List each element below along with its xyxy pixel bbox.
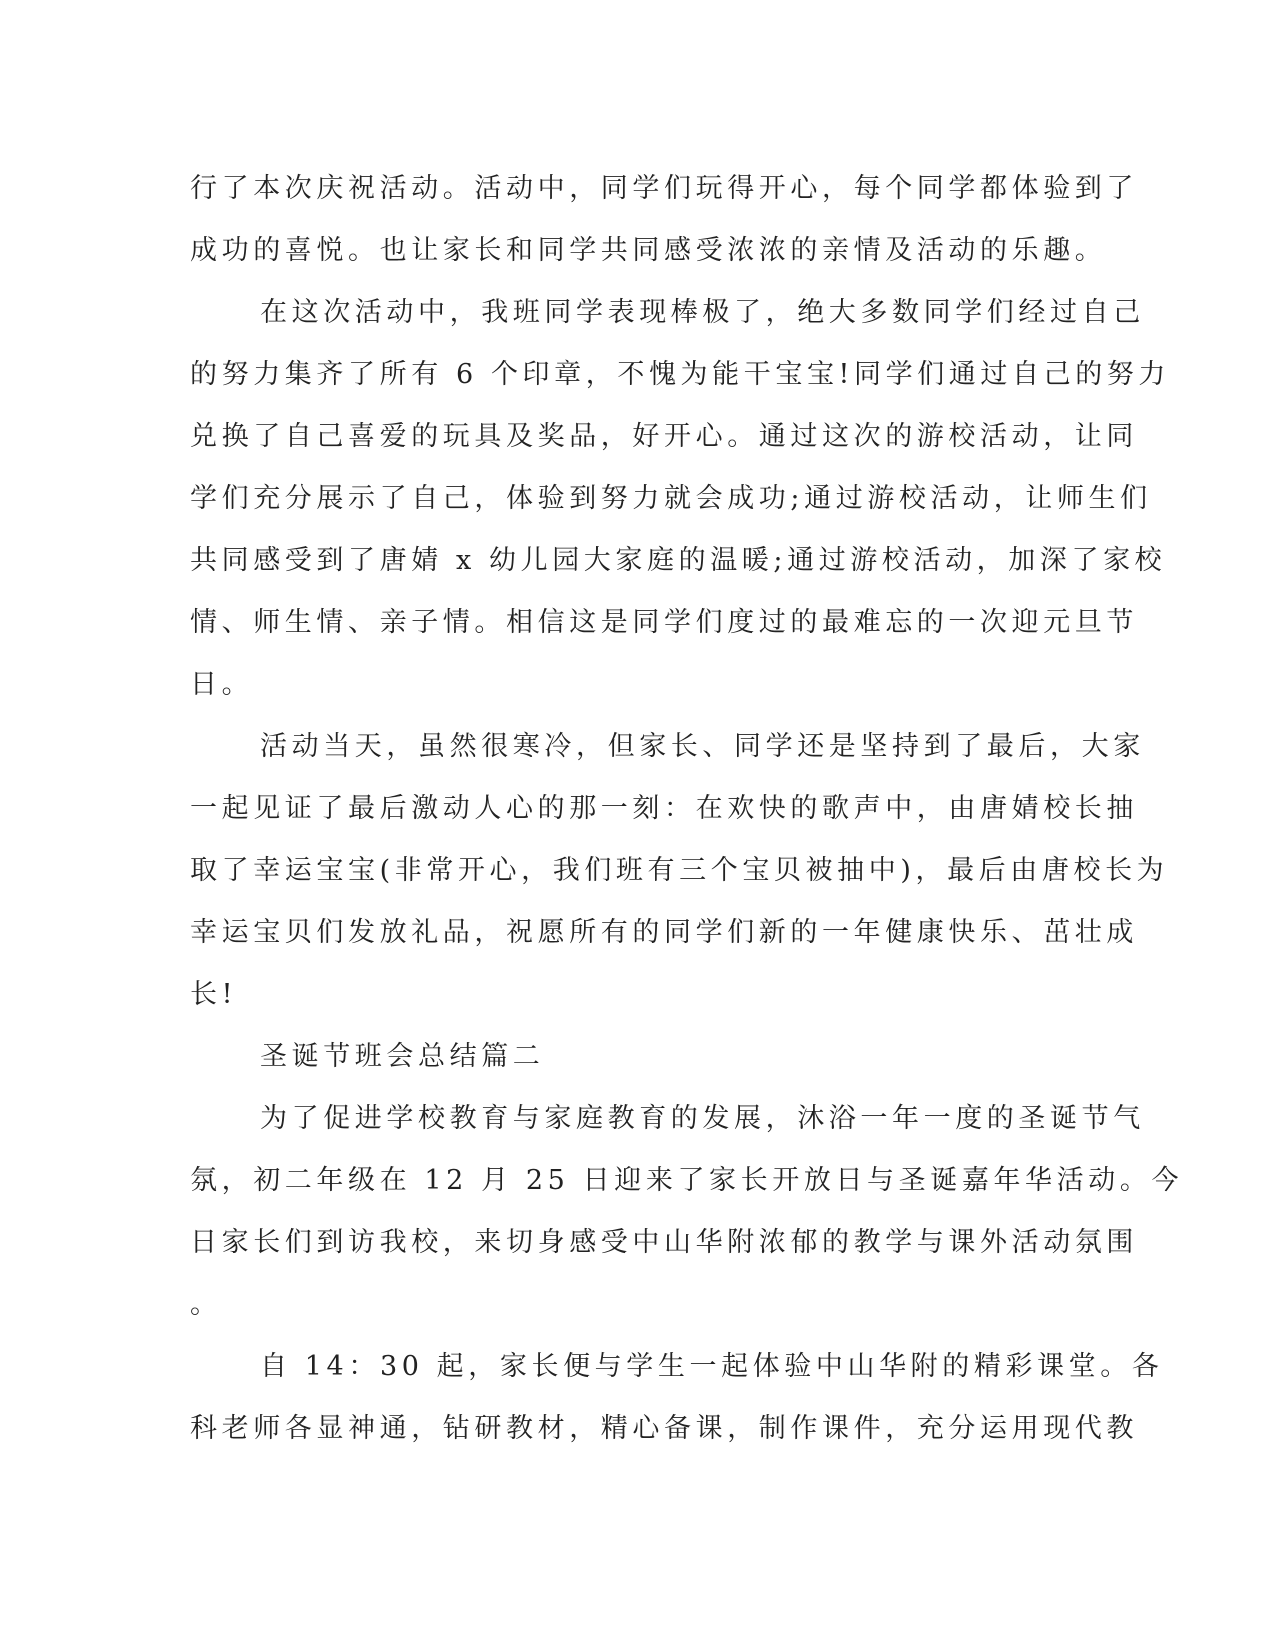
- paragraph-start-line: 在这次活动中，我班同学表现棒极了，绝大多数同学们经过自己: [260, 297, 1145, 328]
- text-line: 氛，初二年级在 12 月 25 日迎来了家长开放日与圣诞嘉年华活动。今: [190, 1165, 1184, 1196]
- text-line: 共同感受到了唐婧 x 幼儿园大家庭的温暖;通过游校活动，加深了家校: [190, 545, 1167, 576]
- text-line: 的努力集齐了所有 6 个印章，不愧为能干宝宝!同学们通过自己的努力: [190, 359, 1170, 390]
- section-heading: 圣诞节班会总结篇二: [260, 1041, 545, 1072]
- text-line: 情、师生情、亲子情。相信这是同学们度过的最难忘的一次迎元旦节: [190, 607, 1138, 638]
- text-line: 成功的喜悦。也让家长和同学共同感受浓浓的亲情及活动的乐趣。: [190, 235, 1107, 266]
- text-line: 兑换了自己喜爱的玩具及奖品，好开心。通过这次的游校活动，让同: [190, 421, 1138, 452]
- text-line: 日。: [190, 669, 254, 700]
- paragraph-start-line: 为了促进学校教育与家庭教育的发展，沐浴一年一度的圣诞节气: [260, 1103, 1145, 1134]
- text-line: 一起见证了最后激动人心的那一刻：在欢快的歌声中，由唐婧校长抽: [190, 793, 1138, 824]
- text-line: 。: [190, 1289, 222, 1320]
- text-line: 长!: [190, 979, 238, 1010]
- text-line: 行了本次庆祝活动。活动中，同学们玩得开心，每个同学都体验到了: [190, 173, 1138, 204]
- paragraph-start-line: 活动当天，虽然很寒冷，但家长、同学还是坚持到了最后，大家: [260, 731, 1145, 762]
- text-line: 学们充分展示了自己，体验到努力就会成功;通过游校活动，让师生们: [190, 483, 1152, 514]
- document-body: [190, 158, 1184, 1460]
- text-line: 幸运宝贝们发放礼品，祝愿所有的同学们新的一年健康快乐、茁壮成: [190, 917, 1138, 948]
- text-line: 日家长们到访我校，来切身感受中山华附浓郁的教学与课外活动氛围: [190, 1227, 1138, 1258]
- text-line: 取了幸运宝宝(非常开心，我们班有三个宝贝被抽中)，最后由唐校长为: [190, 855, 1169, 886]
- text-line: 科老师各显神通，钻研教材，精心备课，制作课件，充分运用现代教: [190, 1413, 1138, 1444]
- paragraph-start-line: 自 14：30 起，家长便与学生一起体验中山华附的精彩课堂。各: [260, 1351, 1164, 1382]
